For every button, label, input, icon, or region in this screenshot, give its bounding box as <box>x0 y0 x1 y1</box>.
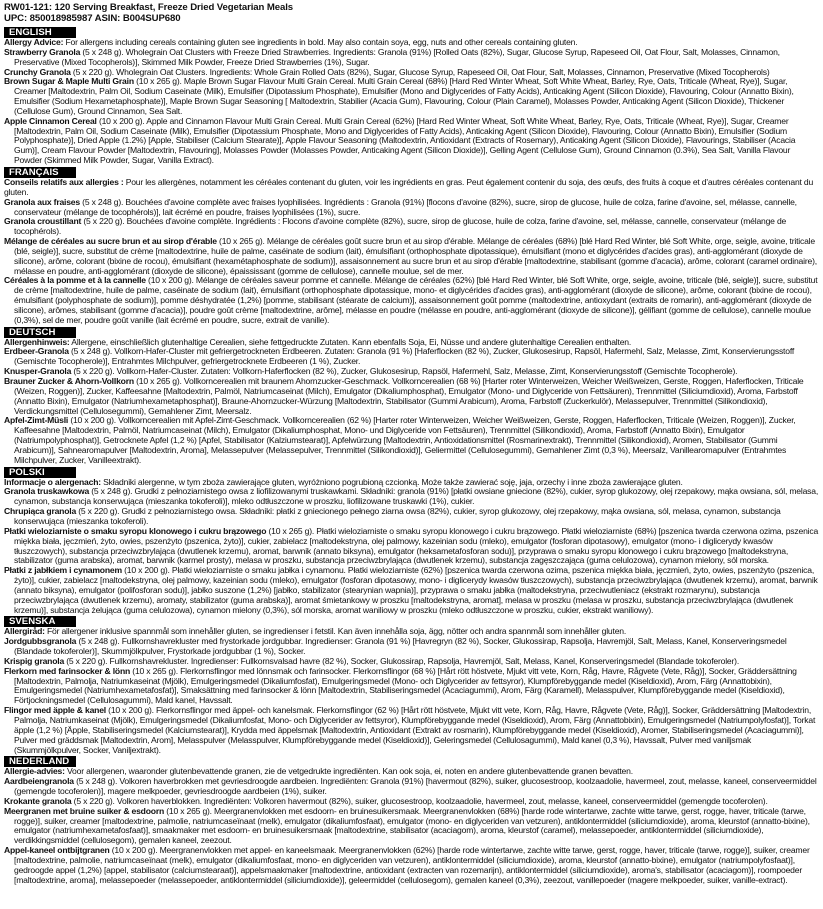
section-nederland <box>4 756 819 885</box>
ingredient-entry: Céréales à la pomme et à la cannelle (10 x 200 g). Mélange de céréales saveur pomme et cannelle. Mélange de céréales (62%) [blé Hard Red Winter, blé Soft White, orge, seigle, avoine, triticale (blé, seigle)], sucre, substitut de crème [maltodextrine, huile de palme, caséinate de sodium (lait), émulsifiant (orthophosphate dipotassique, mono- et diglycérides d'acides gras), anti-agglomérant (dioxyde de silicone), arôme, colorant (bixine de rocou), émulsifiant (polyphosphate de sodium)], pomme déshydratée (1,2%) [pomme, stabilisant (stéarate de calcium)], assaisonnement goût pomme (maltodextrine, antioxydant (extraits de romarin), anti-agglomérant (dioxyde de silicone), arômes, stabilisant (gomme d'acacia)], poudre goût crème [maltodextrine, arôme], mélasse en poudre (mélasse en poudre, anti-agglomérant (dioxyde de silicone)], gélifiant (gomme de cellulose), cannelle moulue (0,3%), sel de mer, poudre goût vanille (lait écrémé en poudre, sucre, extrait de vanille). <box>4 275 818 325</box>
language-heading: FRANÇAIS <box>4 167 76 178</box>
product-title: RW01-121: 120 Serving Breakfast, Freeze Dried Vegetarian Meals <box>4 2 294 13</box>
section-english <box>4 27 819 166</box>
ingredient-entry: Krispig granola (5 x 220 g). Fullkornshavrekluster. Ingredienser: Fullkornsvalsad havre (82 %), Socker, Glukossirap, Rapsolja, Havremjöl, Salt, Melass, Kanel, Konserveringsmedel (Blandade tokoferoler). <box>4 655 740 666</box>
ingredient-entry: Granola aux fraises (5 x 248 g). Bouchées d'avoine complète avec fraises lyophilisées. Ingrédients : Granola (91%) [flocons d'avoine (82%), sucre, sirop de glucose, huile de colza, farine d'avoine, sel, mélasse, cannelle, conservateur (mélange de tocophérols)], lait écrémé en poudre, fraises lyophilisées (1%), sucre. <box>4 196 797 217</box>
ingredient-entry: Apfel-Zimt-Müsli (10 x 200 g). Vollkorncerealien mit Apfel-Zimt-Geschmack. Vollkorncerealien (62 %) [Harter roter Winterweizen, Weicher Weißweizen, Gerste, Roggen, Haferflocken, Triticale (Weizen, Roggen)], Zucker, Kaffeesahne [Maltodextrin, Palmöl, Natriumcaseinat (Milch), Emulgator (Dikaliumphosphat, Mono- und Diglyceride von Fettsäuren), Trennmittel (Silikondioxid), Aroma, Farbstoff (Annatto Bixin), Emulgator (Natriumpolyphosphat)], Getrocknete Apfel (1,2 %) [Apfel, Stabilisator (Kalziumstearat)], Apfelwürzung [Maltodextrin, Antioxidationsmittel (Rosmarinextrakt), Trennmittel (Silikondioxid), Aromen, Stabilisator (Gummi Arabicum)], Sahnearomapulver [Maltodextrin, Aroma], Melassepulver (Melassepulver, Trennmittel (Silikondioxid)], Geliermittel (Cellulosegummi), Gemahlener Zimt (0,3 %), Meersalz, Vanillearomapulver (Entrahmtes Milchpulver, Zucker, Vanilleextrakt). <box>4 415 796 465</box>
language-heading: DEUTSCH <box>4 327 76 338</box>
section-deutsch <box>4 327 819 466</box>
ingredient-entry: Jordgubbsgranola (5 x 248 g). Fullkornshavrekluster med frystorkade jordgubbar. Ingredienser: Granola (91 %) [Havregryn (82 %), Socker, Glukossirap, Rapsolja, Havremjöl, Salt, Melass, Kanel, Konserveringsmedel (Blandade tokoferoler)], Skummjölkpulver, Frystorkade jordgubbar (1 %), Socker. <box>4 636 787 657</box>
ingredient-entry: Erdbeer-Granola (5 x 248 g). Vollkorn-Hafer-Cluster mit gefriergetrockneten Erdbeeren. Zutaten: Granola (91 %) [Haferflocken (82 %), Zucker, Glukosesirup, Rapsöl, Hafermehl, Salz, Melasse, Zimt, Konservierungsstoff (Gemischte Tocopherole)], Entrahmtes Milchpulver, gefriergetrocknete Erdbeeren (1 %), Zucker. <box>4 346 795 367</box>
ingredient-entry: Krokante granola (5 x 220 g). Volkoren haverblokken. Ingrediënten: Volkoren havermout (82%), suiker, glucosestroop, koolzaadolie, havermeel, zout, melasse, kaneel, conserveermiddel (gemengde tocoferolen). <box>4 795 768 806</box>
language-heading: NEDERLAND <box>4 756 76 767</box>
section-polski <box>4 467 819 616</box>
allergy-advice: Informacje o alergenach: Składniki alergenne, w tym zboża zawierające gluten, wyróżniono pogrubioną czcionką. Może także zawierać soję, jaja, orzechy i inne zboża zawierające gluten. <box>4 476 683 487</box>
product-codes: UPC: 850018985987 ASIN: B004SUP680 <box>4 13 181 24</box>
ingredient-entry: Flingor med äpple & kanel (10 x 200 g). Flerkornsflingor med äppel- och kanelsmak. Flerkornsflingor (62 %) [Hårt rött höstvete, Mjukt vitt vete, Korn, Råg, Havre, Rågvete (Vete, Råg)], Socker, Gräddersättning [Maltodextrin, Palmolja, Natriumkaseinat (Mjölk), Emulgeringsmedel (Dikaliumfosfat, Mono- och Diglycerider av fettsyror), Klumpförebyggande medel (Kiseldioxid), Arom, Färg (Annattobixin), Emulgeringsmedel (Natriumpolyfosfat)], Torkat äpple (1,2 %) [Äpple, Stabiliseringsmedel (Kalciumstearat)], Kryddа med äppelsmak [Maltodextrin, Antioxidant (Extrakt av rosmarin), Klumpförebyggande medel (Kiseldioxid), Aromer, Stabiliseringsmedel (Acaciagummi)], Pulver med gräddsmak [Maltodextrin, Arom], Melasspulver (Melasspulver, Klumpförebyggande medel (Kiseldioxid)], Geleringsmedel (Cellulosagummi), Mald kanel (0,3 %), Havssalt, Pulver med vaniljsmak (Skummjölkpulver, Socker, Vaniljextrakt). <box>4 705 816 755</box>
ingredient-entry: Mélange de céréales au sucre brun et au sirop d'érable (10 x 265 g). Mélange de céréales goût sucre brun et au sirop d'érable. Mélange de céréales (68%) [blé Hard Red Winter, blé Soft White, orge, seigle, avoine, triticale (blé, seigle)], sucre, substitut de crème [maltodextrine, huile de palme, caséinate de sodium (lait), émulsifiant (orthophosphate dipotassique), émulsifiant (mono et diglycérides d'acides gras), anti-agglomérant (dioxyde de silicone), arôme, colorant (bixine de rocou), émulsifiant (hexamétaphosphate de sodium)], assaisonnement au sucre brun et au sirop d'érable [maltodextrine, stabilisant (gomme d'acacia), arôme, colorant (caramel ordinaire), mélasse en poudre, anti-agglomérant (dioxyde de silicone), épaississant (gomme de cellulose), cannelle moulue, sel de mer. <box>4 236 817 276</box>
ingredient-entry: Knusper-Granola (5 x 220 g). Vollkorn-Hafer-Cluster. Zutaten: Vollkorn-Haferflocken (82 %), Zucker, Glukosesirup, Rapsöl, Hafermehl, Salz, Melasse, Zimt, Konservierungsstoff (Gemischte Tocopherole). <box>4 366 738 377</box>
language-heading: SVENSKA <box>4 616 76 627</box>
ingredient-entry: Brown Sugar & Maple Multi Grain (10 x 265 g). Maple Brown Sugar Flavour Multi Grain Cereal. Multi Grain Cereal (68%) [Hard Red Winter Wheat, Soft White Wheat, Barley, Rye, Oats, Triticale (Wheat, Rye)], Sugar, Creamer [Maltodextrin, Palm Oil, Sodium Caseinate (Milk), Emulsifier (Dipotassium Phosphate), Emulsifier (Mono and Diglycerides of Fatty Acids), Anticaking Agent (Silicon Dioxide), Flavouring, Colour (Annatto Bixin), Emulsifier (Sodium Hexametaphosphate)], Maple Brown Sugar Seasoning [ Maltodextrin, Stabilier (Acacia Gum), Flavouring, Colour (Plain Caramel), Molasses Powder, Anticaking Agent (Silicon Dioxide), Thickener (Cellulose Gum), Ground Cinnamon, Sea Salt. <box>4 76 794 116</box>
ingredient-entry: Granola croustillant (5 x 220 g). Bouchées d'avoine complète. Ingrédients : Flocons d'avoine complète (82%), sucre, sirop de glucose, huile de colza, farine d'avoine, sel, mélasse, cannelle, conservateur (mélange de tocophérols). <box>4 216 787 237</box>
ingredient-entry: Meergranen met bruine suiker & esdoorn (10 x 265 g). Meergranenvlokken met esdoorn- en bruinesuikersmaak. Meergranenvlokken (68%) [harde rode wintertarwe, zachte witte tarwe, gerst, rogge, haver, triticale (tarwe, rogge)], suiker, creamer [maltodextrine, palmolie, natriumcaseïnaat (melk), emulgator (dikaliumfosfaat), emulgator (mono- en diglyceriden van vetzuren), antiklontermiddel (siliciumdioxide), aroma, kleurstof (annatto-bixine), emulgator (natriumhexametafosfaat)], smaakmaker met esdoorn- en bruinesuikersmaak [maltodextrine, stabilisator (acaciagom), aroma, kleurstof (caramel), melassepoeder, antiklontermiddel (siliciumdioxide), verdikkingsmiddel (cellulosegom), gemalen kaneel, zeezout. <box>4 805 810 846</box>
ingredient-entry: Crunchy Granola (5 x 220 g). Wholegrain Oat Clusters. Ingredients: Whole Grain Rolled Oats (82%), Sugar, Glucose Syrup, Rapeseed Oil, Oat Flour, Salt, Molasses, Cinnamon, Preservative (Mixed Tocopherols) <box>4 66 770 77</box>
language-heading: ENGLISH <box>4 27 76 38</box>
ingredient-entry: Apple Cinnamon Cereal (10 x 200 g). Apple and Cinnamon Flavour Multi Grain Cereal. Multi Grain Cereal (62%) [Hard Red Winter Wheat, Soft White Wheat, Barley, Rye, Oats, Triticale (Wheat, Rye)], Sugar, Creamer [Maltodextrin, Palm Oil, Sodium Caseinate (Milk), Emulsifier (Dipotassium Phosphate, Mono and Diglycerides of Fatty Acids), Anticaking Agent (Silicon Dioxide), Flavouring, Colour (Annatto Bixin), Emulsifier (Sodium Polyphosphate)], Dried Apple (1.2%) [Apple, Stabiliser (Calcium Stearate)], Apple Flavour Seasoning (Maltodextrin, Antioxidant (Extracts of Rosemary), Anticaking Agent (Silicon Dioxide), Flavourings, Stabiliser (Acacia Gum)], Cream Flavour Powder [Maltodextrin, Flavouring], Molasses Powder (Molasses Powder, Anticaking Agent (Silicon Dioxide)], Gelling Agent (Cellulose Gum), Ground Cinnamon (0.3%), Sea Salt, Vanilla Flavour Powder (Skimmed Milk Powder, Sugar, Vanilla Extract). <box>4 115 796 166</box>
ingredient-entry: Brauner Zucker & Ahorn-Vollkorn (10 x 265 g). Vollkorncerealien mit braunem Ahornzucker-Geschmack. Vollkorncerealien (68 %) [Harter roter Winterweizen, Weicher Weißweizen, Gerste, Roggen, Haferflocken, Triticale (Weizen, Roggen)], Zucker, Kaffeesahne [Maltodextrin, Palmöl, Natriumcaseinat (Milch), Emulgator (Dikaliumphosphat), Emulgator (Mono- und Diglyceride von Fettsäuren), Trennmittel (Siliciumdioxid), Aroma, Farbstoff (Annatto Bixin), Emulgator (Natriumhexametaphosphat)], Braune-Ahornzucker-Würzung [Maltodextrin, Stabilisator (Gummi Arabicum), Aroma, Farbstoff (Zuckerkulör), Melassepulver, Trennmittel (Silikondioxid), Verdickungsmittel (Cellulosegummi), Gemahlener Zimt, Meersalz. <box>4 376 804 416</box>
ingredient-entry: Strawberry Granola (5 x 248 g). Wholegrain Oat Clusters with Freeze Dried Strawberries. Ingredients: Granola (91%) [Rolled Oats (82%), Sugar, Glucose Syrup, Rapeseed Oil, Oat Flour, Salt, Molasses, Cinnamon, Preservative (Mixed Tocopherols)], Skimmed Milk Powder, Freeze Dried Strawberries (1%), Sugar. <box>4 46 780 67</box>
section-svenska <box>4 616 819 755</box>
allergy-advice: Allergiråd: För allergener inklusive spannmål som innehåller gluten, se ingredienser i fetstil. Kan även innehålla soja, ägg, nötter och andra spannmål som innehåller gluten. <box>4 626 627 637</box>
allergy-advice: Conseils relatifs aux allergies : Pour les allergènes, notamment les céréales contenant du gluten, voir les ingrédients en gras. Peut également contenir du soja, des œufs, des fruits à coque et d'autres céréales contenant du gluten. <box>4 176 814 197</box>
ingredient-entry: Granola truskawkowa (5 x 248 g). Grudki z pełnoziarnistego owsa z liofilizowanymi truskawkami. Składniki: granola (91%) [płatki owsiane gniecione (82%), cukier, syrop glukozowy, olej rzepakowy, mąka owsiana, sól, melasa, cynamon, substancja konserwująca (mieszanka tokoferoli)], mleko odtłuszczone w proszku, liofilizowane truskawki (1%), cukier. <box>4 486 819 507</box>
ingredient-entry: Aardbeiengranola (5 x 248 g). Volkoren haverbrokken met gevriesdroogde aardbeien. Ingrediënten: Granola (91%) [havermout (82%), suiker, glucosestroop, koolzaadolie, havermeel, zout, melasse, kaneel, conserveermiddel (gemengde tocoferolen)], magere melkpoeder, gevriesdroogde aardbeien (1%), suiker. <box>4 776 817 797</box>
allergy-advice: Allergy Advice: For allergens including cereals containing gluten see ingredients in bold. May also contain soya, egg, nuts and other cereals containing gluten. <box>4 37 578 47</box>
ingredient-entry: Appel-kaneel ontbijtgranen (10 x 200 g). Meergranenvlokken met appel- en kaneelsmaak. Meergranenvlokken (62%) [harde rode wintertarwe, zachte witte tarwe, gerst, rogge, haver, triticale (tarwe, rogge)], suiker, creamer [maltodextrine, palmolie, natriumcaseïnaat (melk), emulgator (dikaliumfosfaat, mono- en diglyceriden van vetzuren), antiklontermiddel (siliciumdioxide), aroma, kleurstof (annatto-bixine), emulgator (natriumpolyfosfaat)], gedroogde appel (1,2%) [appel, stabilisator (calciumstearaat)], appelsmaakmaker [maltodextrine, antioxidant (extracten van rozemarijn), antiklontermiddel (siliciumdioxide), aroma's, stabilisator (acaciagom)], roompoeder [maltodextrine, aroma], melassepoeder (melassepoeder, antiklontermiddel (siliciumdioxide)], geleermiddel (cellulosegom), gemalen kaneel (0,3%), zeezout, vanillepoeder (magere melkpoeder, suiker, vanille-extract). <box>4 845 810 885</box>
ingredient-entry: Flerkorn med farinsocker & lönn (10 x 265 g). Flerkornsflingor med lönnsmak och farinsocker. Flerkornsflingor (68 %) [Hårt rött höstvete, Mjukt vitt vete, Korn, Råg, Havre, Rågvete (Vete, Råg)], Socker, Gräddersättning [Maltodextrin, Palmolja, Natriumkaseinat (Mjölk), Emulgeringsmedel (Dikaliumfosfat), Emulgeringsmedel (Mono- och Diglycerider av fettsyror), Klumpförebyggande medel (Kiseldioxid), Arom, Färg (Annattobixin), Emulgeringsmedel (Natriumhexametafosfat)], Smaksättning med farinsocker & lönn [Maltodextrin, Stabiliseringsmedel (Acaciagummi), Arom, Färg (Karamell), Melasspulver, Klumpförebyggande medel (Kiseldioxid), Förtjockningsmedel (Cellulosagummi), Mald kanel, Havssalt. <box>4 665 797 706</box>
allergy-advice: Allergenhinweis: Allergene, einschließlich glutenhaltige Cerealien, siehe fettgedruckte Zutaten. Kann ebenfalls Soja, Ei, Nüsse und andere glutenhaltige Cerealien enthalten. <box>4 336 632 347</box>
section-francais <box>4 167 819 326</box>
ingredient-entry: Chrupiąca granola (5 x 220 g). Grudki z pełnoziarnistego owsa. Składniki: płatki z gniecionego pełnego ziarna owsa (82%), cukier, syrop glukozowy, olej rzepakowy, mąka owsiana, sól, melasa, cynamon, substancja konserwująca (mieszanka tokoferoli). <box>4 506 781 526</box>
ingredient-entry: Płatki wieloziarniste o smaku syropu klonowego i cukru brązowego (10 x 265 g). Płatki wieloziarniste o smaku syropu klonowego i cukru brązowego. Płatki wieloziarniste (68%) [pszenica twarda czerwona ozima, pszenica miękka biała, jęczmień, żyto, owies, pszenżyto (pszenica, żyto)], cukier, zabielacz [maltodekstryna, olej palmowy, kazeinian sodu (mleko), emulgator (fosforan dipotasowy), emulgator (mono- i diglicerydy kwasów tłuszczowych), substancja przeciwzbrylająca (dwutlenek krzemu), aromat, barwnik (annato biksyna), emulgator (heksametafosforan sodu)], przyprawa o smaku syropu klonowego i cukru brązowego [maltodekstryna, stabilizator (guma arabska), aromat, barwnik (karmel prosty), melasa w proszku, substancja przeciwzbrylająca (dwutlenek krzemu), substancja zagęszczająca (guma celulozowa), cynamon mielony, sól morska. <box>4 525 819 566</box>
ingredient-entry: Płatki z jabłkiem i cynamonem (10 x 200 g). Płatki wieloziarniste o smaku jabłka i cynamonu. Płatki wieloziarniste (62%) [pszenica twarda czerwona ozima, pszenica miękka biała, jęczmień, żyto, owies, pszenżyto (pszenica, żyto)], cukier, zabielacz [maltodekstryna, olej palmowy, kazeinian sodu (mleko), emulgator (fosforan dipotasowy, mono- i diglicerydy kwasów tłuszczowych), substancja przeciwzbrylająca (dwutlenek krzemu), aromat, barwnik (annato biksyna), emulgator (polifosforan sodu)], jabłko suszone (1,2%) [jabłko, stabilizator (stearynian wapnia)], przyprawa o smaku jabłka (maltodekstryna, przeciwutleniacz (ekstrakt rozmarynu), substancja przeciwzbrylająca (dwutlenek krzemu), aromaty, stabilizator (guma arabska)], aromat śmietankowy w proszku [maltodekstryna, aromat], melasa w proszku (melasa w proszku, substancja przeciwzbrylająca (dwutlenek krzemu)], substancja żelująca (guma celulozowa), cynamon mielony (0,3%), sól morska, aromat waniliowy w proszku (mleko odtłuszczone w proszku, cukier, ekstrakt waniliowy). <box>4 565 818 615</box>
allergy-advice: Allergie-advies: Voor allergenen, waaronder glutenbevattende granen, zie de vetgedrukte ingrediënten. Kan ook soja, ei, noten en andere glutenbevattende granen bevatten. <box>4 766 633 777</box>
language-heading: POLSKI <box>4 467 76 478</box>
